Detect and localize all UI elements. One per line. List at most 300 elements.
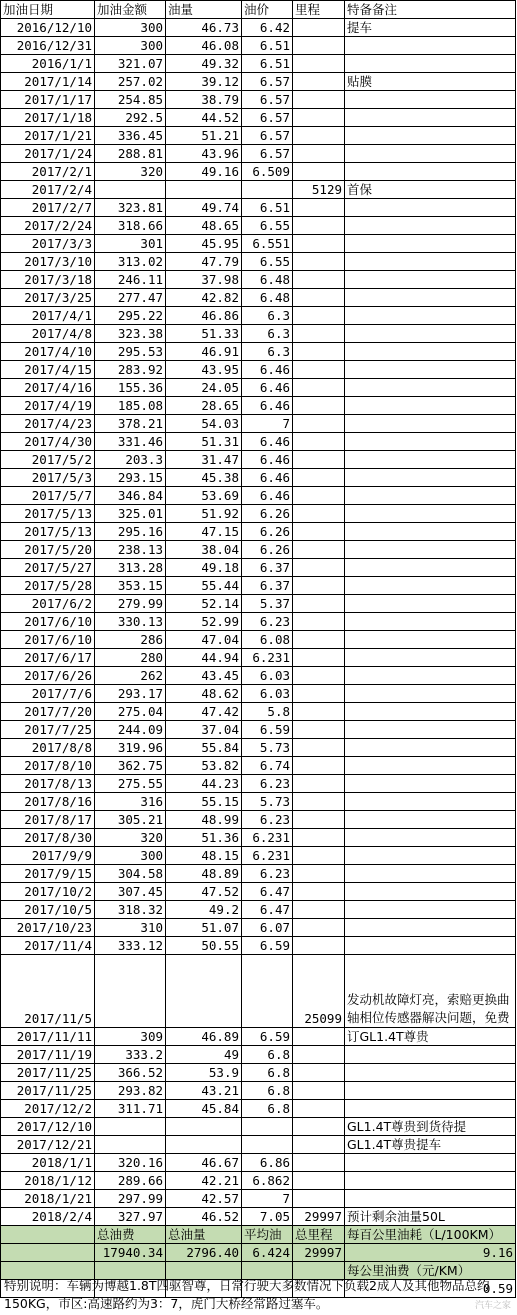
cell-volume: 38.79 bbox=[166, 91, 242, 109]
cell-price: 6.57 bbox=[242, 91, 293, 109]
cell-price: 6.46 bbox=[242, 379, 293, 397]
cell-date: 2016/12/31 bbox=[1, 37, 95, 55]
cell-mileage bbox=[293, 451, 345, 469]
cell-note bbox=[345, 541, 516, 559]
cell-volume: 47.52 bbox=[166, 883, 242, 901]
table-row bbox=[1, 379, 516, 397]
table-row bbox=[1, 1190, 516, 1208]
cell-note bbox=[345, 451, 516, 469]
cell-volume: 51.21 bbox=[166, 127, 242, 145]
table-row bbox=[1, 523, 516, 541]
cell-note bbox=[345, 631, 516, 649]
cell-price: 6.55 bbox=[242, 217, 293, 235]
table-row bbox=[1, 235, 516, 253]
summary-label-price: 平均油 bbox=[242, 1226, 293, 1244]
cell-amount: 321.07 bbox=[95, 55, 166, 73]
table-row bbox=[1, 883, 516, 901]
cell-mileage bbox=[293, 433, 345, 451]
header-mileage: 里程 bbox=[293, 1, 345, 19]
cell-mileage: 5129 bbox=[293, 181, 345, 199]
table-row bbox=[1, 55, 516, 73]
cell-mileage bbox=[293, 469, 345, 487]
cost-per-km-value: 0.59 bbox=[345, 1280, 516, 1298]
cell-volume: 49.2 bbox=[166, 901, 242, 919]
cell-mileage bbox=[293, 127, 345, 145]
cell-date: 2017/11/25 bbox=[1, 1064, 95, 1082]
cell-date: 2017/10/2 bbox=[1, 883, 95, 901]
cell-mileage: 25099 bbox=[293, 955, 345, 1028]
table-row bbox=[1, 1154, 516, 1172]
cell-amount: 320 bbox=[95, 163, 166, 181]
cell-mileage bbox=[293, 397, 345, 415]
cell-mileage bbox=[293, 361, 345, 379]
table-row bbox=[1, 1064, 516, 1082]
cell-date: 2017/2/24 bbox=[1, 217, 95, 235]
table-row bbox=[1, 37, 516, 55]
cell-price bbox=[242, 955, 293, 1028]
cell-price: 6.26 bbox=[242, 505, 293, 523]
cell-date: 2017/4/15 bbox=[1, 361, 95, 379]
cell-date: 2017/4/19 bbox=[1, 397, 95, 415]
table-row bbox=[1, 865, 516, 883]
cell-amount: 310 bbox=[95, 919, 166, 937]
cell-date: 2017/3/3 bbox=[1, 235, 95, 253]
cell-date: 2017/11/5 bbox=[1, 955, 95, 1028]
cell-amount: 244.09 bbox=[95, 721, 166, 739]
cell-mileage bbox=[293, 1172, 345, 1190]
cell-volume: 43.96 bbox=[166, 145, 242, 163]
cell-mileage bbox=[293, 1190, 345, 1208]
cell-date: 2017/5/27 bbox=[1, 559, 95, 577]
cell-amount: 275.04 bbox=[95, 703, 166, 721]
cell-note bbox=[345, 379, 516, 397]
cell-mileage bbox=[293, 847, 345, 865]
table-row bbox=[1, 541, 516, 559]
cell-date: 2017/4/10 bbox=[1, 343, 95, 361]
cell-volume: 46.67 bbox=[166, 1154, 242, 1172]
summary-value-mileage: 29997 bbox=[293, 1244, 345, 1262]
header-note: 特备备注 bbox=[345, 1, 516, 19]
cell-note bbox=[345, 487, 516, 505]
cell-note bbox=[345, 523, 516, 541]
cell-amount: 275.55 bbox=[95, 775, 166, 793]
summary-label-volume: 总油量 bbox=[166, 1226, 242, 1244]
summary-value-row bbox=[1, 1244, 516, 1262]
cell-amount: 262 bbox=[95, 667, 166, 685]
cell-price: 6.55 bbox=[242, 253, 293, 271]
cell-note bbox=[345, 1172, 516, 1190]
table-row bbox=[1, 577, 516, 595]
summary-label-note: 每百公里油耗（L/100KM） bbox=[345, 1226, 516, 1244]
cell-price: 5.37 bbox=[242, 595, 293, 613]
cell-mileage bbox=[293, 19, 345, 37]
cell-mileage bbox=[293, 775, 345, 793]
cell-volume: 28.65 bbox=[166, 397, 242, 415]
table-row bbox=[1, 325, 516, 343]
cell-volume: 42.21 bbox=[166, 1172, 242, 1190]
cell-price: 6.57 bbox=[242, 145, 293, 163]
cell-price: 6.59 bbox=[242, 1028, 293, 1046]
cell-amount: 185.08 bbox=[95, 397, 166, 415]
table-row bbox=[1, 829, 516, 847]
cell-amount: 320.16 bbox=[95, 1154, 166, 1172]
cell-price: 6.51 bbox=[242, 199, 293, 217]
cell-amount: 311.71 bbox=[95, 1100, 166, 1118]
cell-price: 6.46 bbox=[242, 397, 293, 415]
cell-volume: 52.99 bbox=[166, 613, 242, 631]
table-row bbox=[1, 685, 516, 703]
cell-note: 首保 bbox=[345, 181, 516, 199]
table-row bbox=[1, 127, 516, 145]
cell-mileage bbox=[293, 811, 345, 829]
cell-date: 2017/8/8 bbox=[1, 739, 95, 757]
table-row bbox=[1, 1208, 516, 1226]
cell-mileage bbox=[293, 271, 345, 289]
cell-volume: 48.15 bbox=[166, 847, 242, 865]
cell-date: 2017/7/20 bbox=[1, 703, 95, 721]
cell-date: 2017/6/2 bbox=[1, 595, 95, 613]
table-row bbox=[1, 163, 516, 181]
cell-note: GL1.4T尊贵到货待提 bbox=[345, 1118, 516, 1136]
cell-note: 提车 bbox=[345, 19, 516, 37]
cell-volume: 55.84 bbox=[166, 739, 242, 757]
cell-volume: 39.12 bbox=[166, 73, 242, 91]
cell-volume: 43.45 bbox=[166, 667, 242, 685]
cell-note bbox=[345, 901, 516, 919]
cell-note bbox=[345, 271, 516, 289]
cell-price: 6.23 bbox=[242, 775, 293, 793]
summary-label-row bbox=[1, 1226, 516, 1244]
cell-price: 6.37 bbox=[242, 577, 293, 595]
cell-note bbox=[345, 109, 516, 127]
cell-volume: 47.15 bbox=[166, 523, 242, 541]
cell-amount: 353.15 bbox=[95, 577, 166, 595]
cell-volume: 55.15 bbox=[166, 793, 242, 811]
cell-amount: 305.21 bbox=[95, 811, 166, 829]
table-row bbox=[1, 1082, 516, 1100]
cell-mileage bbox=[293, 631, 345, 649]
header-price: 油价 bbox=[242, 1, 293, 19]
cell-amount: 257.02 bbox=[95, 73, 166, 91]
cell-note bbox=[345, 649, 516, 667]
cell-price: 6.551 bbox=[242, 235, 293, 253]
cell-date: 2017/4/23 bbox=[1, 415, 95, 433]
cell-date: 2017/3/25 bbox=[1, 289, 95, 307]
cell-price: 6.3 bbox=[242, 343, 293, 361]
cell-price: 6.46 bbox=[242, 361, 293, 379]
cell-mileage bbox=[293, 415, 345, 433]
cell-mileage bbox=[293, 487, 345, 505]
summary-empty-cell bbox=[1, 1244, 95, 1262]
cell-date: 2017/4/16 bbox=[1, 379, 95, 397]
cell-price: 6.51 bbox=[242, 37, 293, 55]
cell-mileage bbox=[293, 1136, 345, 1154]
table-row bbox=[1, 775, 516, 793]
cell-note bbox=[345, 865, 516, 883]
cell-volume: 43.21 bbox=[166, 1082, 242, 1100]
cell-mileage bbox=[293, 1028, 345, 1046]
cell-mileage bbox=[293, 667, 345, 685]
cell-date: 2017/5/7 bbox=[1, 487, 95, 505]
cell-price: 5.8 bbox=[242, 703, 293, 721]
cell-date: 2017/1/24 bbox=[1, 145, 95, 163]
special-note: 特别说明：车辆为博越1.8T四驱智尊，日常行驶大多数情况下负载2成人及其他物品总约150KG，市区:高速路约为3：7，虎门大桥经常路过塞车。 bbox=[4, 1278, 490, 1311]
cell-note: GL1.4T尊贵提车 bbox=[345, 1136, 516, 1154]
header-amount: 加油金额 bbox=[95, 1, 166, 19]
cell-volume: 53.9 bbox=[166, 1064, 242, 1082]
cell-note bbox=[345, 847, 516, 865]
cell-date: 2017/5/2 bbox=[1, 451, 95, 469]
table-row bbox=[1, 721, 516, 739]
cell-volume: 42.82 bbox=[166, 289, 242, 307]
table-row bbox=[1, 901, 516, 919]
cell-date: 2017/2/1 bbox=[1, 163, 95, 181]
cell-price: 6.47 bbox=[242, 883, 293, 901]
watermark: 汽车之家 bbox=[474, 1301, 511, 1311]
cell-date: 2017/11/19 bbox=[1, 1046, 95, 1064]
cell-volume: 47.04 bbox=[166, 631, 242, 649]
summary-empty-cell bbox=[1, 1226, 95, 1244]
cell-date: 2017/12/2 bbox=[1, 1100, 95, 1118]
cell-amount: 300 bbox=[95, 19, 166, 37]
cell-date: 2017/9/9 bbox=[1, 847, 95, 865]
cell-date: 2017/8/30 bbox=[1, 829, 95, 847]
cell-price: 6.57 bbox=[242, 73, 293, 91]
cell-amount bbox=[95, 1136, 166, 1154]
cell-mileage bbox=[293, 91, 345, 109]
cell-volume: 47.79 bbox=[166, 253, 242, 271]
cell-volume: 37.98 bbox=[166, 271, 242, 289]
cell-amount: 295.53 bbox=[95, 343, 166, 361]
cell-amount: 280 bbox=[95, 649, 166, 667]
cell-note bbox=[345, 433, 516, 451]
table-row bbox=[1, 793, 516, 811]
cell-mileage bbox=[293, 721, 345, 739]
cell-mileage bbox=[293, 937, 345, 955]
cell-price: 6.57 bbox=[242, 127, 293, 145]
table-row bbox=[1, 487, 516, 505]
table-row bbox=[1, 343, 516, 361]
cell-date: 2017/1/17 bbox=[1, 91, 95, 109]
cell-date: 2017/5/28 bbox=[1, 577, 95, 595]
cell-price: 6.03 bbox=[242, 667, 293, 685]
cell-amount: 288.81 bbox=[95, 145, 166, 163]
cell-mileage bbox=[293, 541, 345, 559]
table-row bbox=[1, 847, 516, 865]
cell-mileage bbox=[293, 613, 345, 631]
cell-volume: 46.73 bbox=[166, 19, 242, 37]
cell-mileage bbox=[293, 235, 345, 253]
cell-mileage bbox=[293, 1154, 345, 1172]
table-row bbox=[1, 937, 516, 955]
summary-value-note: 9.16 bbox=[345, 1244, 516, 1262]
cell-mileage bbox=[293, 865, 345, 883]
cell-note bbox=[345, 55, 516, 73]
cell-note bbox=[345, 199, 516, 217]
table-row bbox=[1, 595, 516, 613]
cell-date: 2017/4/8 bbox=[1, 325, 95, 343]
cell-note bbox=[345, 289, 516, 307]
cell-mileage bbox=[293, 289, 345, 307]
cell-date: 2017/6/17 bbox=[1, 649, 95, 667]
cell-note bbox=[345, 1064, 516, 1082]
cell-volume: 51.92 bbox=[166, 505, 242, 523]
cell-price: 6.47 bbox=[242, 901, 293, 919]
cell-amount: 279.99 bbox=[95, 595, 166, 613]
cell-price: 6.07 bbox=[242, 919, 293, 937]
table-row bbox=[1, 1136, 516, 1154]
cell-price: 6.231 bbox=[242, 649, 293, 667]
table-row bbox=[1, 1100, 516, 1118]
cell-volume: 43.95 bbox=[166, 361, 242, 379]
cell-amount: 246.11 bbox=[95, 271, 166, 289]
cell-volume: 48.89 bbox=[166, 865, 242, 883]
cell-price: 6.8 bbox=[242, 1082, 293, 1100]
cell-date: 2018/2/4 bbox=[1, 1208, 95, 1226]
cell-amount: 203.3 bbox=[95, 451, 166, 469]
cell-mileage bbox=[293, 145, 345, 163]
table-row bbox=[1, 217, 516, 235]
cell-date: 2017/7/25 bbox=[1, 721, 95, 739]
cell-volume: 46.86 bbox=[166, 307, 242, 325]
cell-price: 6.48 bbox=[242, 289, 293, 307]
cell-price: 6.37 bbox=[242, 559, 293, 577]
cell-date: 2017/12/10 bbox=[1, 1118, 95, 1136]
cell-date: 2017/8/13 bbox=[1, 775, 95, 793]
cell-price: 6.59 bbox=[242, 937, 293, 955]
cell-date: 2017/3/10 bbox=[1, 253, 95, 271]
cell-mileage bbox=[293, 919, 345, 937]
cell-amount: 362.75 bbox=[95, 757, 166, 775]
cell-date: 2018/1/12 bbox=[1, 1172, 95, 1190]
cell-amount: 155.36 bbox=[95, 379, 166, 397]
cell-mileage bbox=[293, 901, 345, 919]
cell-note bbox=[345, 307, 516, 325]
cell-mileage bbox=[293, 343, 345, 361]
cell-note bbox=[345, 739, 516, 757]
cell-amount: 318.32 bbox=[95, 901, 166, 919]
table-row bbox=[1, 1046, 516, 1064]
cell-volume: 53.69 bbox=[166, 487, 242, 505]
cell-date: 2016/1/1 bbox=[1, 55, 95, 73]
cell-note bbox=[345, 361, 516, 379]
cell-mileage bbox=[293, 73, 345, 91]
summary-label-amount: 总油费 bbox=[95, 1226, 166, 1244]
cell-price: 6.59 bbox=[242, 721, 293, 739]
table-row bbox=[1, 145, 516, 163]
cell-volume: 51.36 bbox=[166, 829, 242, 847]
summary-value-price: 6.424 bbox=[242, 1244, 293, 1262]
cell-price: 6.862 bbox=[242, 1172, 293, 1190]
cell-amount: 336.45 bbox=[95, 127, 166, 145]
table-row bbox=[1, 919, 516, 937]
cell-note bbox=[345, 145, 516, 163]
header-row bbox=[1, 1, 516, 19]
cell-mileage bbox=[293, 649, 345, 667]
cell-amount: 327.97 bbox=[95, 1208, 166, 1226]
cell-amount: 289.66 bbox=[95, 1172, 166, 1190]
cell-amount: 319.96 bbox=[95, 739, 166, 757]
cell-amount: 292.5 bbox=[95, 109, 166, 127]
cell-volume: 47.42 bbox=[166, 703, 242, 721]
cell-note bbox=[345, 469, 516, 487]
cell-price: 6.231 bbox=[242, 829, 293, 847]
cell-volume: 46.89 bbox=[166, 1028, 242, 1046]
cell-date: 2017/5/3 bbox=[1, 469, 95, 487]
cell-amount: 300 bbox=[95, 847, 166, 865]
cell-price: 6.23 bbox=[242, 811, 293, 829]
cell-mileage bbox=[293, 55, 345, 73]
cell-volume: 44.52 bbox=[166, 109, 242, 127]
table-row bbox=[1, 109, 516, 127]
cell-amount: 304.58 bbox=[95, 865, 166, 883]
cell-mileage bbox=[293, 109, 345, 127]
cell-mileage bbox=[293, 1118, 345, 1136]
header-volume: 油量 bbox=[166, 1, 242, 19]
cell-note bbox=[345, 217, 516, 235]
cell-price: 6.03 bbox=[242, 685, 293, 703]
cell-note bbox=[345, 163, 516, 181]
cell-amount bbox=[95, 181, 166, 199]
cell-volume: 44.94 bbox=[166, 649, 242, 667]
cell-mileage bbox=[293, 703, 345, 721]
cell-mileage bbox=[293, 1046, 345, 1064]
cell-amount: 323.81 bbox=[95, 199, 166, 217]
cell-note bbox=[345, 37, 516, 55]
cell-amount: 293.82 bbox=[95, 1082, 166, 1100]
cell-volume: 45.84 bbox=[166, 1100, 242, 1118]
cell-mileage bbox=[293, 595, 345, 613]
cell-note bbox=[345, 811, 516, 829]
cell-volume: 24.05 bbox=[166, 379, 242, 397]
cell-mileage bbox=[293, 739, 345, 757]
cell-mileage: 29997 bbox=[293, 1208, 345, 1226]
cell-volume: 31.47 bbox=[166, 451, 242, 469]
cell-amount: 286 bbox=[95, 631, 166, 649]
cell-mileage bbox=[293, 163, 345, 181]
table-row bbox=[1, 1118, 516, 1136]
cell-note bbox=[345, 91, 516, 109]
cell-date: 2017/12/21 bbox=[1, 1136, 95, 1154]
cell-note bbox=[345, 613, 516, 631]
cell-note bbox=[345, 559, 516, 577]
table-row bbox=[1, 289, 516, 307]
cell-date: 2016/12/10 bbox=[1, 19, 95, 37]
cell-note bbox=[345, 595, 516, 613]
cell-amount: 238.13 bbox=[95, 541, 166, 559]
cell-note bbox=[345, 253, 516, 271]
cell-amount: 323.38 bbox=[95, 325, 166, 343]
cell-date: 2017/4/1 bbox=[1, 307, 95, 325]
cell-date: 2017/11/25 bbox=[1, 1082, 95, 1100]
table-row bbox=[1, 271, 516, 289]
cell-date: 2017/11/4 bbox=[1, 937, 95, 955]
cell-price: 6.26 bbox=[242, 541, 293, 559]
cell-note bbox=[345, 829, 516, 847]
cell-date: 2017/10/23 bbox=[1, 919, 95, 937]
cell-price: 6.23 bbox=[242, 865, 293, 883]
cell-amount: 331.46 bbox=[95, 433, 166, 451]
table-row bbox=[1, 739, 516, 757]
cell-price: 6.46 bbox=[242, 451, 293, 469]
cell-date: 2017/5/13 bbox=[1, 505, 95, 523]
cell-price: 7 bbox=[242, 415, 293, 433]
cell-volume: 44.23 bbox=[166, 775, 242, 793]
cell-volume: 49.32 bbox=[166, 55, 242, 73]
cell-price: 6.86 bbox=[242, 1154, 293, 1172]
cell-volume: 50.55 bbox=[166, 937, 242, 955]
table-row bbox=[1, 955, 516, 1028]
